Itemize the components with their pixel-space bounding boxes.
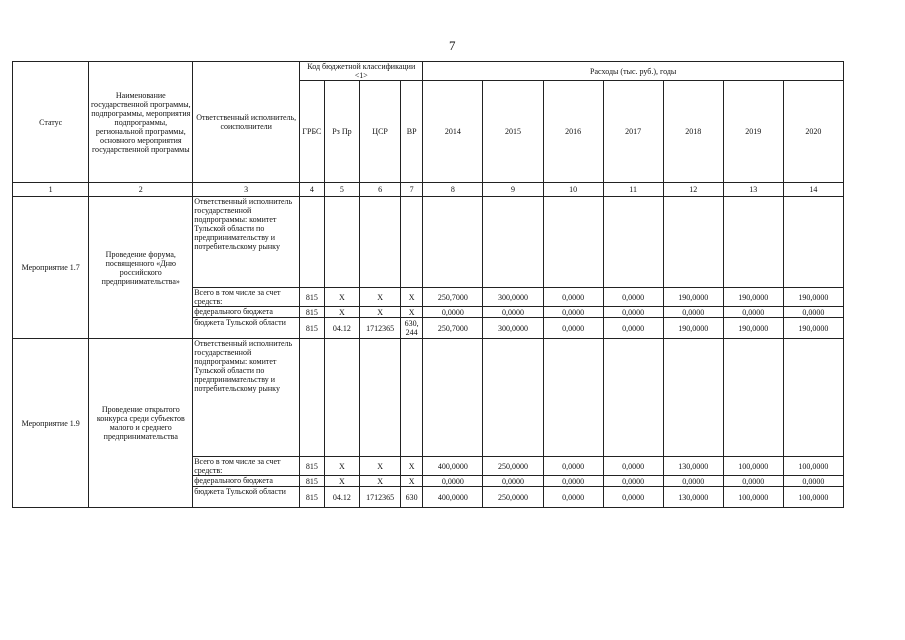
- column-number: 5: [324, 183, 360, 197]
- cell-value: 130,0000: [663, 457, 723, 476]
- header-expenses: Расходы (тыс. руб.), годы: [423, 62, 844, 81]
- header-budget-code: Код бюджетной классификации <1>: [300, 62, 423, 81]
- column-number: 6: [360, 183, 401, 197]
- header-year: 2014: [423, 81, 483, 183]
- cell-value: 0,0000: [783, 476, 843, 487]
- cell-csr: X: [360, 307, 401, 318]
- header-status: Статус: [13, 62, 89, 183]
- cell-vr: 630, 244: [400, 318, 422, 339]
- cell-value: 300,0000: [483, 318, 543, 339]
- header-year: 2019: [723, 81, 783, 183]
- row-label: бюджета Тульской области: [193, 318, 300, 339]
- cell-rzpr: X: [324, 307, 360, 318]
- column-number: 2: [89, 183, 193, 197]
- column-number: 11: [603, 183, 663, 197]
- cell-value: 190,0000: [723, 288, 783, 307]
- cell-value: 0,0000: [423, 307, 483, 318]
- cell-value: 0,0000: [543, 318, 603, 339]
- cell-grbs: 815: [300, 457, 324, 476]
- header-year: 2015: [483, 81, 543, 183]
- column-number: 4: [300, 183, 324, 197]
- cell-csr: X: [360, 457, 401, 476]
- column-number: 14: [783, 183, 843, 197]
- table-row: [13, 197, 844, 288]
- header-grbs: ГРБС: [300, 81, 324, 183]
- cell-value: 100,0000: [783, 457, 843, 476]
- cell-value: 0,0000: [723, 476, 783, 487]
- cell-value: 0,0000: [543, 307, 603, 318]
- header-year: 2020: [783, 81, 843, 183]
- cell-value: 0,0000: [543, 457, 603, 476]
- cell-rzpr: 04.12: [324, 487, 360, 508]
- row-label: федерального бюджета: [193, 476, 300, 487]
- cell-vr: X: [400, 307, 422, 318]
- header-vr: ВР: [400, 81, 422, 183]
- column-number: 12: [663, 183, 723, 197]
- cell-value: 190,0000: [663, 318, 723, 339]
- cell-vr: X: [400, 457, 422, 476]
- cell-value: 0,0000: [543, 288, 603, 307]
- column-number: 10: [543, 183, 603, 197]
- event-responsible: Ответственный исполнитель государственной подпрограммы: комитет Тульской области по предпринимательству и потребительскому рынку: [193, 339, 300, 457]
- cell-value: 0,0000: [783, 307, 843, 318]
- header-year: 2018: [663, 81, 723, 183]
- cell-value: 250,0000: [483, 457, 543, 476]
- budget-table: [12, 61, 844, 508]
- cell-value: 0,0000: [603, 318, 663, 339]
- column-numbers-row: [13, 183, 844, 197]
- cell-value: 190,0000: [783, 288, 843, 307]
- cell-value: 0,0000: [603, 457, 663, 476]
- cell-value: 0,0000: [603, 487, 663, 508]
- header-csr: ЦСР: [360, 81, 401, 183]
- cell-value: 100,0000: [723, 487, 783, 508]
- row-label: федерального бюджета: [193, 307, 300, 318]
- table-row: [13, 339, 844, 457]
- cell-grbs: 815: [300, 476, 324, 487]
- event-name: Проведение форума, посвященного «Дню российского предпринимательства»: [89, 197, 193, 339]
- cell-grbs: 815: [300, 487, 324, 508]
- event-status: Мероприятие 1.7: [13, 197, 89, 339]
- cell-value: 130,0000: [663, 487, 723, 508]
- cell-value: 0,0000: [603, 288, 663, 307]
- column-number: 1: [13, 183, 89, 197]
- cell-grbs: 815: [300, 307, 324, 318]
- cell-rzpr: X: [324, 476, 360, 487]
- cell-value: 250,0000: [483, 487, 543, 508]
- cell-vr: 630: [400, 487, 422, 508]
- header-year: 2017: [603, 81, 663, 183]
- column-number: 7: [400, 183, 422, 197]
- cell-value: 100,0000: [723, 457, 783, 476]
- row-label: бюджета Тульской области: [193, 487, 300, 508]
- column-number: 8: [423, 183, 483, 197]
- cell-value: 0,0000: [543, 487, 603, 508]
- cell-csr: 1712365: [360, 318, 401, 339]
- column-number: 3: [193, 183, 300, 197]
- cell-value: 300,0000: [483, 288, 543, 307]
- cell-value: 190,0000: [783, 318, 843, 339]
- cell-value: 0,0000: [663, 476, 723, 487]
- cell-value: 400,0000: [423, 457, 483, 476]
- event-responsible: Ответственный исполнитель государственной подпрограммы: комитет Тульской области по предпринимательству и потребительскому рынку: [193, 197, 300, 288]
- cell-rzpr: X: [324, 288, 360, 307]
- cell-value: 190,0000: [663, 288, 723, 307]
- event-status: Мероприятие 1.9: [13, 339, 89, 508]
- cell-value: 100,0000: [783, 487, 843, 508]
- cell-rzpr: 04.12: [324, 318, 360, 339]
- cell-value: 0,0000: [723, 307, 783, 318]
- cell-grbs: 815: [300, 318, 324, 339]
- cell-grbs: 815: [300, 288, 324, 307]
- header-rzpr: Рз Пр: [324, 81, 360, 183]
- page-number: 7: [449, 38, 456, 53]
- cell-value: 0,0000: [663, 307, 723, 318]
- cell-csr: 1712365: [360, 487, 401, 508]
- event-name: Проведение открытого конкурса среди субъектов малого и среднего предпринимательства: [89, 339, 193, 508]
- cell-csr: X: [360, 476, 401, 487]
- header-row-top: [13, 62, 844, 81]
- cell-value: 0,0000: [483, 307, 543, 318]
- cell-value: 0,0000: [543, 476, 603, 487]
- cell-value: 190,0000: [723, 318, 783, 339]
- header-responsible: Ответственный исполнитель, соисполнители: [193, 62, 300, 183]
- cell-value: 0,0000: [603, 307, 663, 318]
- cell-value: 250,7000: [423, 288, 483, 307]
- column-number: 9: [483, 183, 543, 197]
- cell-value: 0,0000: [483, 476, 543, 487]
- cell-rzpr: X: [324, 457, 360, 476]
- header-name: Наименование государственной программы, подпрограммы, мероприятия подпрограммы, региональной программы, основного мероприятия государственной программы: [89, 62, 193, 183]
- row-label: Всего в том числе за счет средств:: [193, 288, 300, 307]
- cell-vr: X: [400, 476, 422, 487]
- cell-value: 0,0000: [603, 476, 663, 487]
- header-year: 2016: [543, 81, 603, 183]
- cell-csr: X: [360, 288, 401, 307]
- cell-vr: X: [400, 288, 422, 307]
- row-label: Всего в том числе за счет средств:: [193, 457, 300, 476]
- cell-value: 0,0000: [423, 476, 483, 487]
- cell-value: 250,7000: [423, 318, 483, 339]
- cell-value: 400,0000: [423, 487, 483, 508]
- column-number: 13: [723, 183, 783, 197]
